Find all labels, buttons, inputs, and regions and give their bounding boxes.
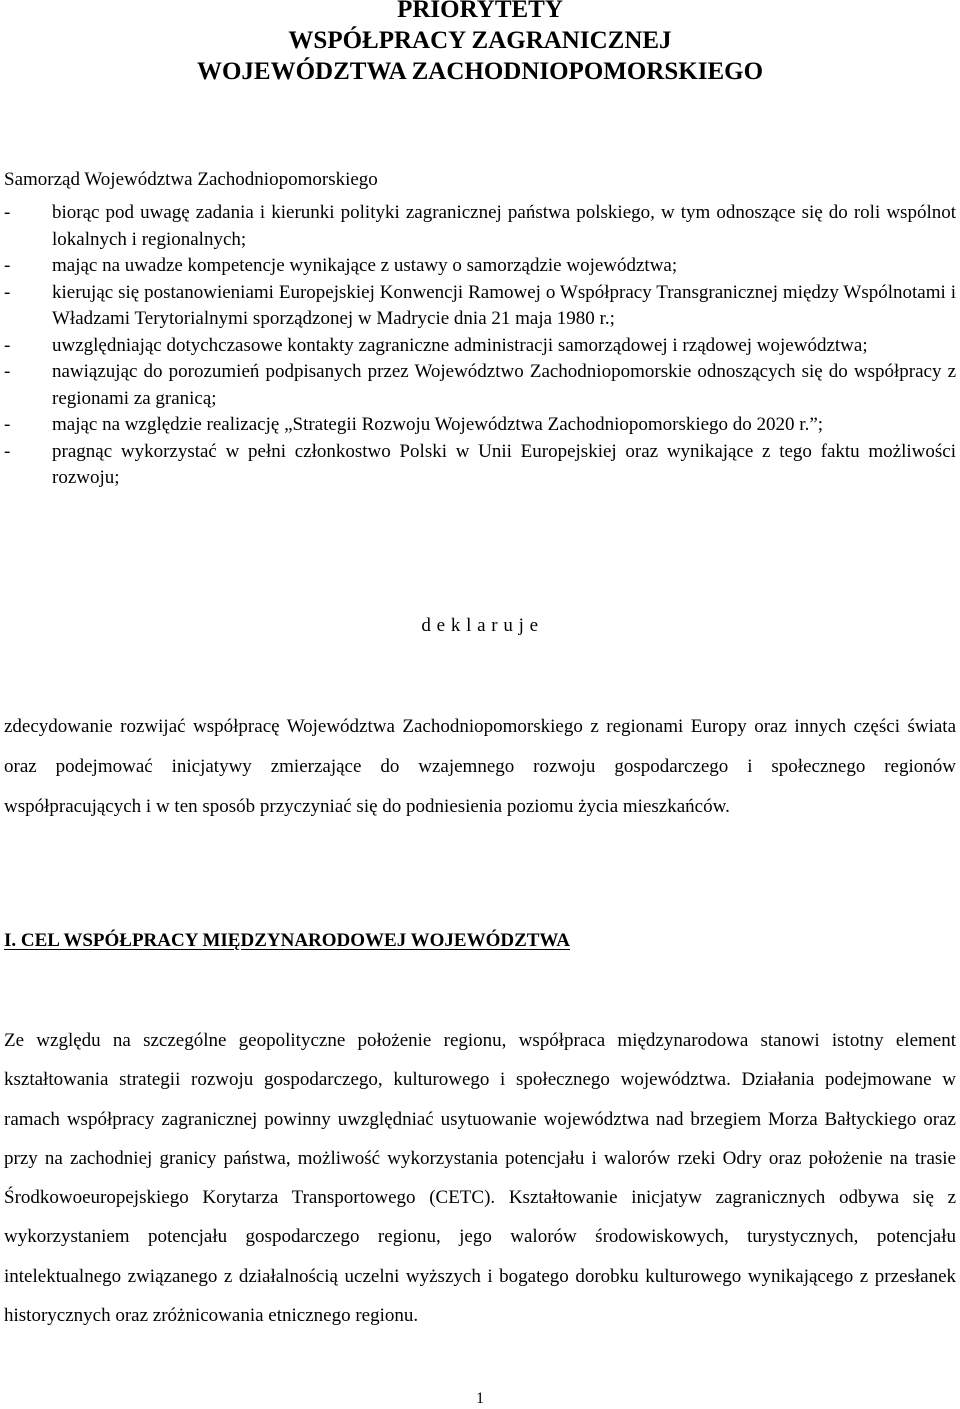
declaration-word: d e k l a r u j e bbox=[421, 615, 539, 636]
clause-text: pragnąc wykorzystać w pełni członkostwo Polski w Unii Europejskiej oraz wynikające z tego faktu możliwości rozwoju; bbox=[52, 440, 956, 488]
clause-item bbox=[4, 200, 956, 253]
document-title bbox=[0, 0, 960, 87]
clause-text: biorąc pod uwagę zadania i kierunki polityki zagranicznej państwa polskiego, w tym odnoszące się do roli wspólnot lokalnych i regionalnych; bbox=[52, 202, 956, 250]
clause-item bbox=[4, 412, 956, 439]
title-line-3: WOJEWÓDZTWA ZACHODNIOPOMORSKIEGO bbox=[196, 58, 764, 85]
clause-text: mając na uwadze kompetencje wynikające z ustawy o samorządzie województwa; bbox=[52, 255, 678, 276]
clause-dash: - bbox=[4, 281, 11, 303]
title-line-1: PRIORYTETY bbox=[397, 0, 563, 23]
section-heading: I. CEL WSPÓŁPRACY MIĘDZYNARODOWEJ WOJEWÓDZTWA bbox=[4, 930, 571, 951]
clause-item bbox=[4, 333, 956, 360]
clause-dash: - bbox=[4, 361, 11, 382]
clause-text: uwzględniając dotychczasowe kontakty zagraniczne administracji samorządowej i rządowej województwa; bbox=[52, 334, 868, 356]
clause-list bbox=[4, 200, 956, 492]
section-paragraph: Ze względu na szczególne geopolityczne położenie regionu, współpraca międzynarodowa stanowi istotny element kształtowania strategii rozwoju gospodarczego, kulturowego i społecznego województwa. Działania podejmowane w ramach współpracy zagranicznej powinny uwzględniać usytuowanie województwa nad brzegiem Morza Bałtyckiego oraz przy na zachodniej granicy państwa, możliwość wykorzystania potencjału i walorów rzeki Odry oraz położenie na trasie Środkowoeuropejskiego Korytarza Transportowego (CETC). Kształtowanie inicjatyw zagranicznych odbywa się z wykorzystaniem potencjału gospodarczego regionu, jego walorów środowiskowych, turystycznych, potencjału intelektualnego związanego z działalnością uczelni wyższych i bogatego dorobku kulturowego wynikającego z przesłanek historycznych oraz zróżnicowania etnicznego regionu. bbox=[4, 1030, 956, 1327]
clause-item bbox=[4, 359, 956, 412]
clause-dash: - bbox=[4, 202, 11, 223]
clause-text: mając na względzie realizację „Strategii Rozwoju Województwa Zachodniopomorskiego do 2020 r.”; bbox=[52, 414, 824, 435]
page-number: 1 bbox=[476, 1390, 484, 1407]
clause-item bbox=[4, 253, 956, 280]
clause-item bbox=[4, 439, 956, 492]
intro-line: Samorząd Województwa Zachodniopomorskiego bbox=[4, 169, 378, 190]
clause-dash: - bbox=[4, 414, 11, 435]
clause-text: kierując się postanowieniami Europejskiej Konwencji Ramowej o Współpracy Transgranicznej między Wspólnotami i Władzami Terytorialnymi sporządzonej w Madrycie dnia 21 maja 1980 r.; bbox=[52, 281, 956, 329]
title-line-2: WSPÓŁPRACY ZAGRANICZNEJ bbox=[288, 27, 672, 54]
declaration-paragraph: zdecydowanie rozwijać współpracę Województwa Zachodniopomorskiego z regionami Europy oraz innych części świata oraz podejmować inicjatywy zmierzające do wzajemnego rozwoju gospodarczego i społecznego regionów współpracujących i w ten sposób przyczyniać się do podniesienia poziomu życia mieszkańców. bbox=[4, 716, 956, 817]
clause-item bbox=[4, 280, 956, 333]
clause-dash: - bbox=[4, 255, 11, 276]
clause-dash: - bbox=[4, 440, 11, 462]
clause-dash: - bbox=[4, 334, 11, 356]
clause-text: nawiązując do porozumień podpisanych przez Województwo Zachodniopomorskie odnoszących się do współpracy z regionami za granicą; bbox=[52, 361, 956, 409]
